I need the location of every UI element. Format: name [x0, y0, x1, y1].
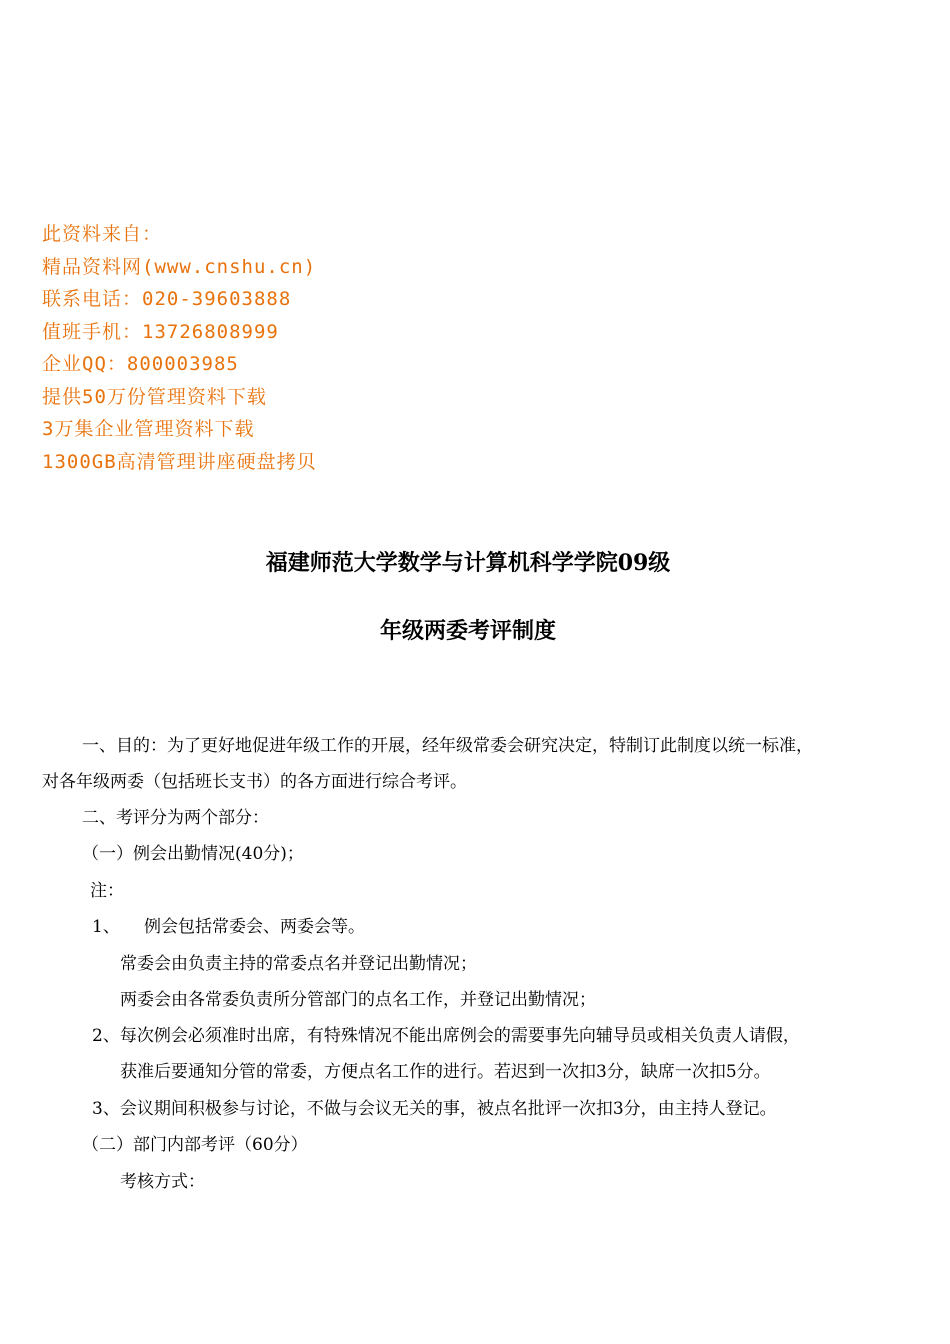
item-1-number: 1、 — [92, 917, 120, 937]
purpose-line-1: 一、目的：为了更好地促进年级工作的开展，经年级常委会研究决定，特制订此制度以统一标准， — [82, 736, 813, 756]
item-2-line-2: 获准后要通知分管的常委，方便点名工作的进行。若迟到一次扣3分，缺席一次扣5分。 — [120, 1062, 771, 1082]
promo-line-phone: 联系电话：020-39603888 — [42, 288, 292, 310]
promo-line-source: 此资料来自： — [42, 223, 163, 245]
item-3: 3、会议期间积极参与讨论，不做与会议无关的事，被点名批评一次扣3分，由主持人登记。 — [92, 1099, 777, 1119]
item-2-line-1: 2、每次例会必须准时出席，有特殊情况不能出席例会的需要事先向辅导员或相关负责人请假， — [92, 1026, 800, 1046]
section-two-heading: 二、考评分为两个部分： — [82, 808, 269, 828]
document-subtitle: 年级两委考评制度 — [379, 618, 556, 644]
promo-line-downloads: 提供50万份管理资料下载 — [42, 385, 267, 408]
promo-block — [42, 218, 317, 478]
assessment-method: 考核方式： — [120, 1172, 205, 1192]
promo-line-website: 精品资料网(www.cnshu.cn) — [42, 255, 317, 278]
promo-line-qq: 企业QQ：800003985 — [42, 353, 239, 375]
note-label: 注： — [90, 881, 124, 901]
item-1-sub-1: 常委会由负责主持的常委点名并登记出勤情况； — [120, 954, 477, 974]
promo-line-collection: 3万集企业管理资料下载 — [42, 418, 255, 440]
subsection-department: （二）部门内部考评（60分） — [82, 1135, 308, 1155]
item-1-sub-2: 两委会由各常委负责所分管部门的点名工作，并登记出勤情况； — [120, 990, 596, 1010]
promo-line-mobile: 值班手机：13726808999 — [42, 320, 279, 343]
document-title: 福建师范大学数学与计算机科学学院09级 — [265, 550, 671, 576]
purpose-line-2: 对各年级两委（包括班长支书）的各方面进行综合考评。 — [42, 772, 467, 792]
item-1-text: 例会包括常委会、两委会等。 — [144, 917, 365, 937]
subsection-attendance: （一）例会出勤情况(40分)； — [82, 844, 304, 864]
promo-line-lectures: 1300GB高清管理讲座硬盘拷贝 — [42, 450, 317, 473]
